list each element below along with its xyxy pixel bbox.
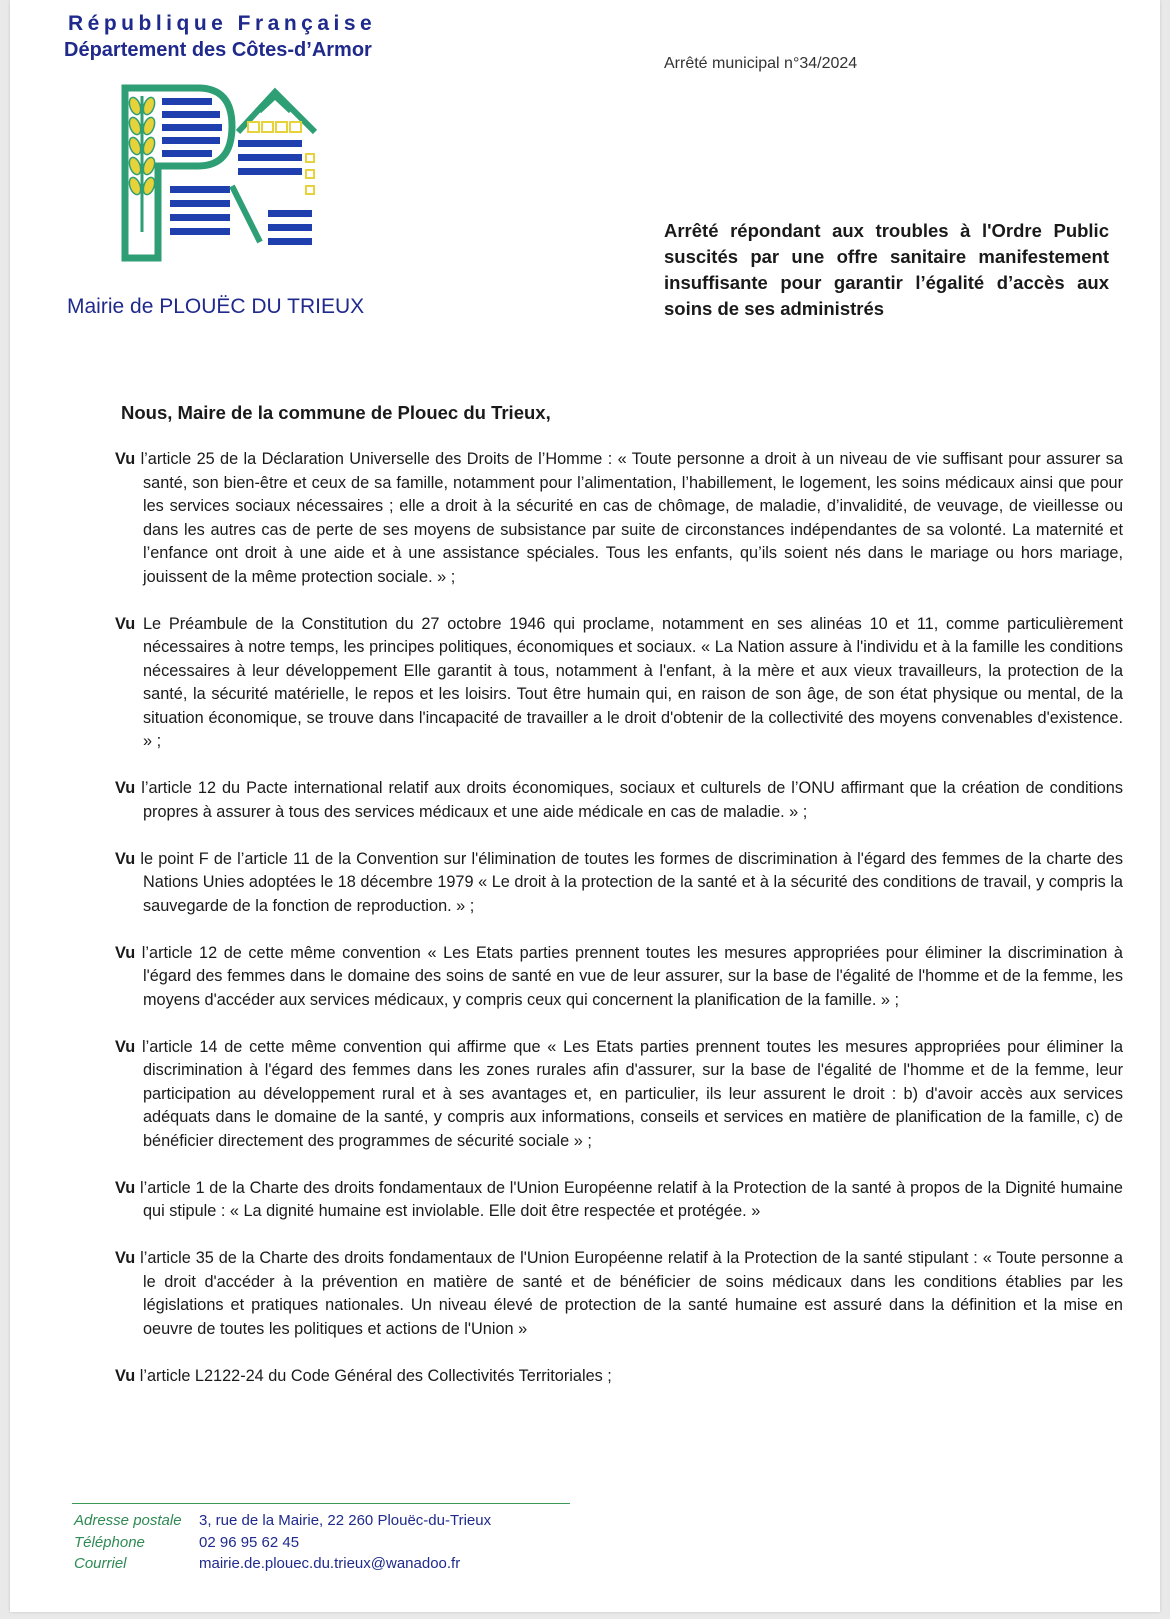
vu-text: l’article 1 de la Charte des droits fondamentaux de l'Union Européenne relatif à la Protection de la santé à propos de la Dignité humaine qui stipule : « La dignité humaine est inviolable. Elle doit être respectée et protégée. » <box>135 1178 1123 1220</box>
arrete-objet: Arrêté répondant aux troubles à l'Ordre Public suscités par une offre sanitaire manifestement insuffisante pour garantir l’égalité d’accès aux soins de ses administrés <box>664 220 1109 319</box>
vu-text: l’article 12 du Pacte international relatif aux droits économiques, sociaux et culturels de l’ONU affirmant que la création de conditions propres à assurer à tous des services médicaux et une aide médicale en cas de maladie. » ; <box>135 779 1123 821</box>
footer-contact <box>74 1510 491 1575</box>
vu-item <box>115 777 1123 824</box>
footer-address-row <box>74 1510 491 1532</box>
vu-list <box>115 448 1123 1412</box>
vu-item <box>115 1247 1123 1341</box>
vu-item <box>115 848 1123 919</box>
vu-label: Vu <box>115 943 136 962</box>
footer-email-row <box>74 1553 491 1575</box>
vu-label: Vu <box>115 450 136 468</box>
vu-label: Vu <box>115 779 136 797</box>
vu-label: Vu <box>115 1037 136 1056</box>
vu-item <box>115 448 1123 589</box>
document-page <box>10 0 1160 1612</box>
email-label: Courriel <box>74 1555 127 1572</box>
vu-text: l’article 12 de cette même convention « Les Etats parties prennent toutes les mesures appropriées pour éliminer la discrimination à l'égard des femmes dans le domaine des soins de santé en vue de leur assurer, sur la base de l'égalité de l'homme et de la femme, les moyens d'accéder aux services médicaux, y compris ceux qui concernent la planification de la famille. » ; <box>135 943 1123 1009</box>
vu-text: l’article 35 de la Charte des droits fondamentaux de l'Union Européenne relatif à la Protection de la santé stipulant : « Toute personne a le droit d'accéder à la prévention en matière de santé et de bénéficier de soins médicaux dans les conditions établies par les législations et pratiques nationales. Un niveau élevé de protection de la santé humaine est assuré dans la définition et la mise en oeuvre de toutes les politiques et actions de l'Union » <box>135 1249 1123 1338</box>
mairie-name: Mairie de PLOUËC DU TRIEUX <box>67 295 365 318</box>
vu-text: l’article L2122-24 du Code Général des Collectivités Territoriales ; <box>135 1366 612 1385</box>
vu-text: l’article 25 de la Déclaration Universelle des Droits de l’Homme : « Toute personne a droit à un niveau de vie suffisant pour assurer sa santé, son bien-être et ceux de sa famille, notamment pour l’alimentation, l’habillement, le logement, les soins médicaux ainsi que pour les services sociaux nécessaires ; elle a droit à la sécurité en cas de chômage, de maladie, d’invalidité, de veuvage, de vieillesse ou dans les autres cas de perte de ses moyens de subsistance par suite de circonstances indépendantes de sa volonté. La maternité et l’enfance ont droit à une aide et à une assistance spéciales. Tous les enfants, qu’ils soient nés dans le mariage ou hors mariage, jouissent de la même protection sociale. » ; <box>135 450 1123 586</box>
address-label: Adresse postale <box>74 1512 182 1529</box>
vu-item <box>115 613 1123 754</box>
footer-divider <box>72 1503 570 1504</box>
commune-logo-icon <box>120 82 330 262</box>
vu-item <box>115 942 1123 1013</box>
vu-label: Vu <box>115 1249 136 1267</box>
vu-label: Vu <box>115 1366 136 1385</box>
vu-label: Vu <box>115 849 136 868</box>
vu-text: Le Préambule de la Constitution du 27 octobre 1946 qui proclame, notamment en ses alinéas 10 et 11, comme particulièrement nécessaires à notre temps, les principes politiques, économiques et sociaux. « La Nation assure à l'individu et à la famille les conditions nécessaires à leur développement Elle garantit à tous, notamment à l'enfant, à la mère et aux vieux travailleurs, la protection de la santé, la sécurité matérielle, le repos et les loisirs. Tout être humain qui, en raison de son âge, de son état physique ou mental, de la situation économique, se trouve dans l'incapacité de travailler a le droit d'obtenir de la collectivité des moyens convenables d'existence. » ; <box>135 614 1123 750</box>
vu-label: Vu <box>115 614 136 633</box>
arrete-number: Arrêté municipal n°34/2024 <box>664 55 858 72</box>
email-value: mairie.de.plouec.du.trieux@wanadoo.fr <box>199 1555 461 1572</box>
republique-heading: République Française <box>68 12 377 35</box>
vu-item <box>115 1177 1123 1224</box>
vu-text: le point F de l’article 11 de la Convention sur l'élimination de toutes les formes de discrimination à l'égard des femmes de la charte des Nations Unies adoptées le 18 décembre 1979 « Le droit à la protection de la santé et à la sécurité des conditions de travail, y compris la sauvegarde de la fonction de reproduction. » ; <box>135 849 1123 915</box>
footer-phone-row <box>74 1532 491 1554</box>
vu-label: Vu <box>115 1178 136 1197</box>
departement-heading: Département des Côtes-d’Armor <box>64 39 372 61</box>
address-value: 3, rue de la Mairie, 22 260 Plouëc-du-Trieux <box>199 1512 492 1529</box>
vu-item <box>115 1365 1123 1389</box>
phone-value: 02 96 95 62 45 <box>199 1533 300 1551</box>
vu-text: l’article 14 de cette même convention qui affirme que « Les Etats parties prennent toutes les mesures appropriées pour éliminer la discrimination à l'égard des femmes dans les zones rurales afin d'assurer, sur la base de l'égalité de l'homme et de la femme, leur participation au développement rural et à ses avantages et, en particulier, ils leur assurent le droit : b) d'avoir accès aux services adéquats dans le domaine de la santé, y compris aux informations, conseils et services en matière de planification de la famille, c) de bénéficier directement des programmes de sécurité sociale » ; <box>135 1037 1123 1150</box>
phone-label: Téléphone <box>74 1533 145 1551</box>
intro-line: Nous, Maire de la commune de Plouec du Trieux, <box>121 402 551 423</box>
vu-item <box>115 1036 1123 1154</box>
